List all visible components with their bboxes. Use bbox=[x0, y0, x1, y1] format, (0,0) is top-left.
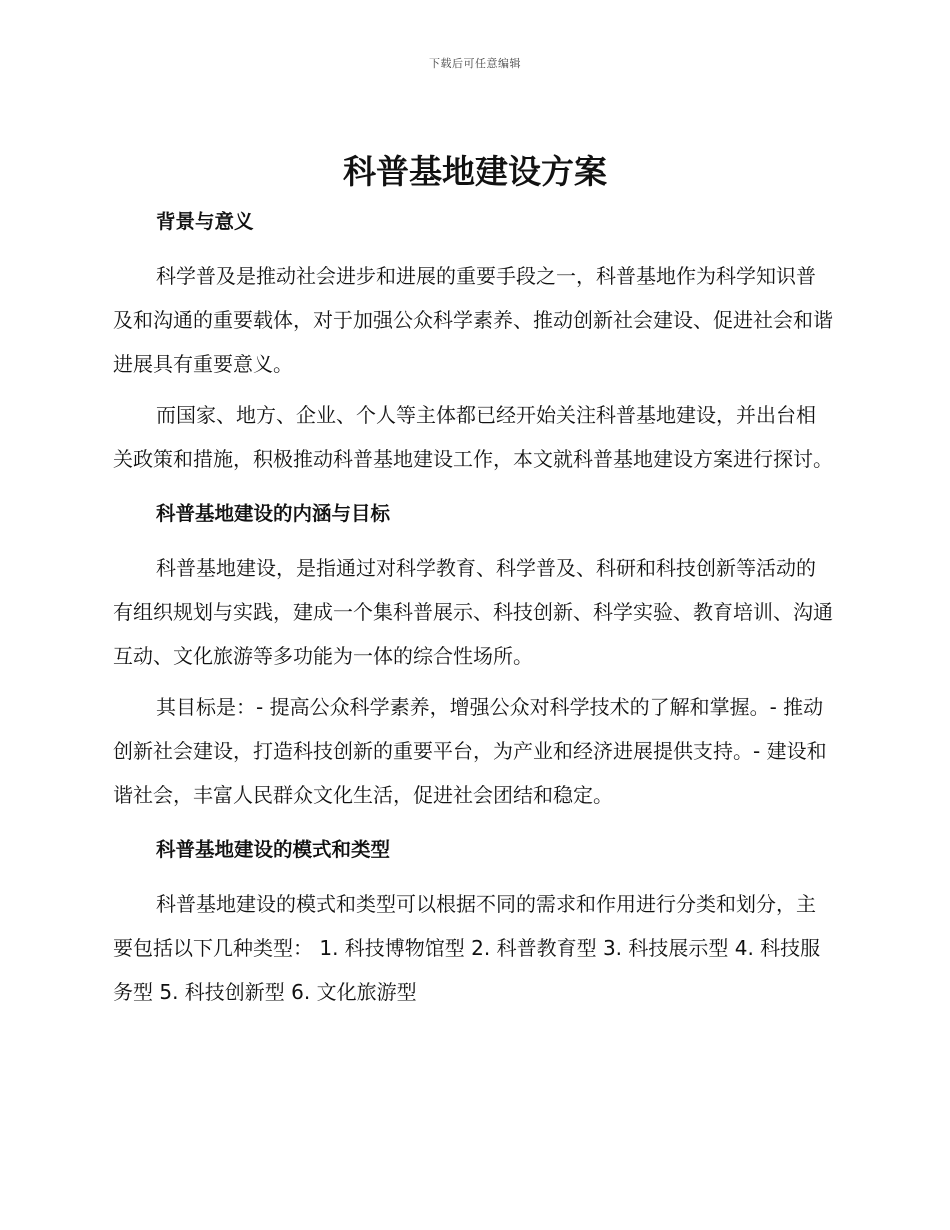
page-header-note: 下载后可任意编辑 bbox=[429, 57, 521, 70]
paragraph: 其目标是：- 提高公众科学素养，增强公众对科学技术的了解和掌握。- 推动创新社会建设，打造科技创新的重要平台，为产业和经济进展提供支持。- 建设和谐社会，丰富人民群众文化生活，促进社会团结和稳定。 bbox=[113, 695, 827, 807]
paragraph: 而国家、地方、企业、个人等主体都已经开始关注科普基地建设，并出台相关政策和措施，积极推动科普基地建设工作，本文就科普基地建设方案进行探讨。 bbox=[113, 403, 833, 471]
document-body bbox=[113, 200, 835, 1014]
paragraph: 科学普及是推动社会进步和进展的重要手段之一，科普基地作为科学知识普及和沟通的重要载体，对于加强公众科学素养、推动创新社会建设、促进社会和谐进展具有重要意义。 bbox=[113, 264, 833, 376]
paragraph: 科普基地建设，是指通过对科学教育、科学普及、科研和科技创新等活动的有组织规划与实践，建成一个集科普展示、科技创新、科学实验、教育培训、沟通互动、文化旅游等多功能为一体的综合性场所。 bbox=[113, 556, 833, 668]
section-heading-background: 背景与意义 bbox=[156, 210, 254, 233]
paragraph: 科普基地建设的模式和类型可以根据不同的需求和作用进行分类和划分，主要包括以下几种类型： 1. 科技博物馆型 2. 科普教育型 3. 科技展示型 4. 科技服务型 5. 科技创新型 6. 文化旅游型 bbox=[113, 892, 821, 1004]
section-heading-connotation-goals: 科普基地建设的内涵与目标 bbox=[156, 502, 391, 525]
section-heading-modes-types: 科普基地建设的模式和类型 bbox=[156, 838, 391, 861]
document-title: 科普基地建设方案 bbox=[343, 152, 607, 191]
